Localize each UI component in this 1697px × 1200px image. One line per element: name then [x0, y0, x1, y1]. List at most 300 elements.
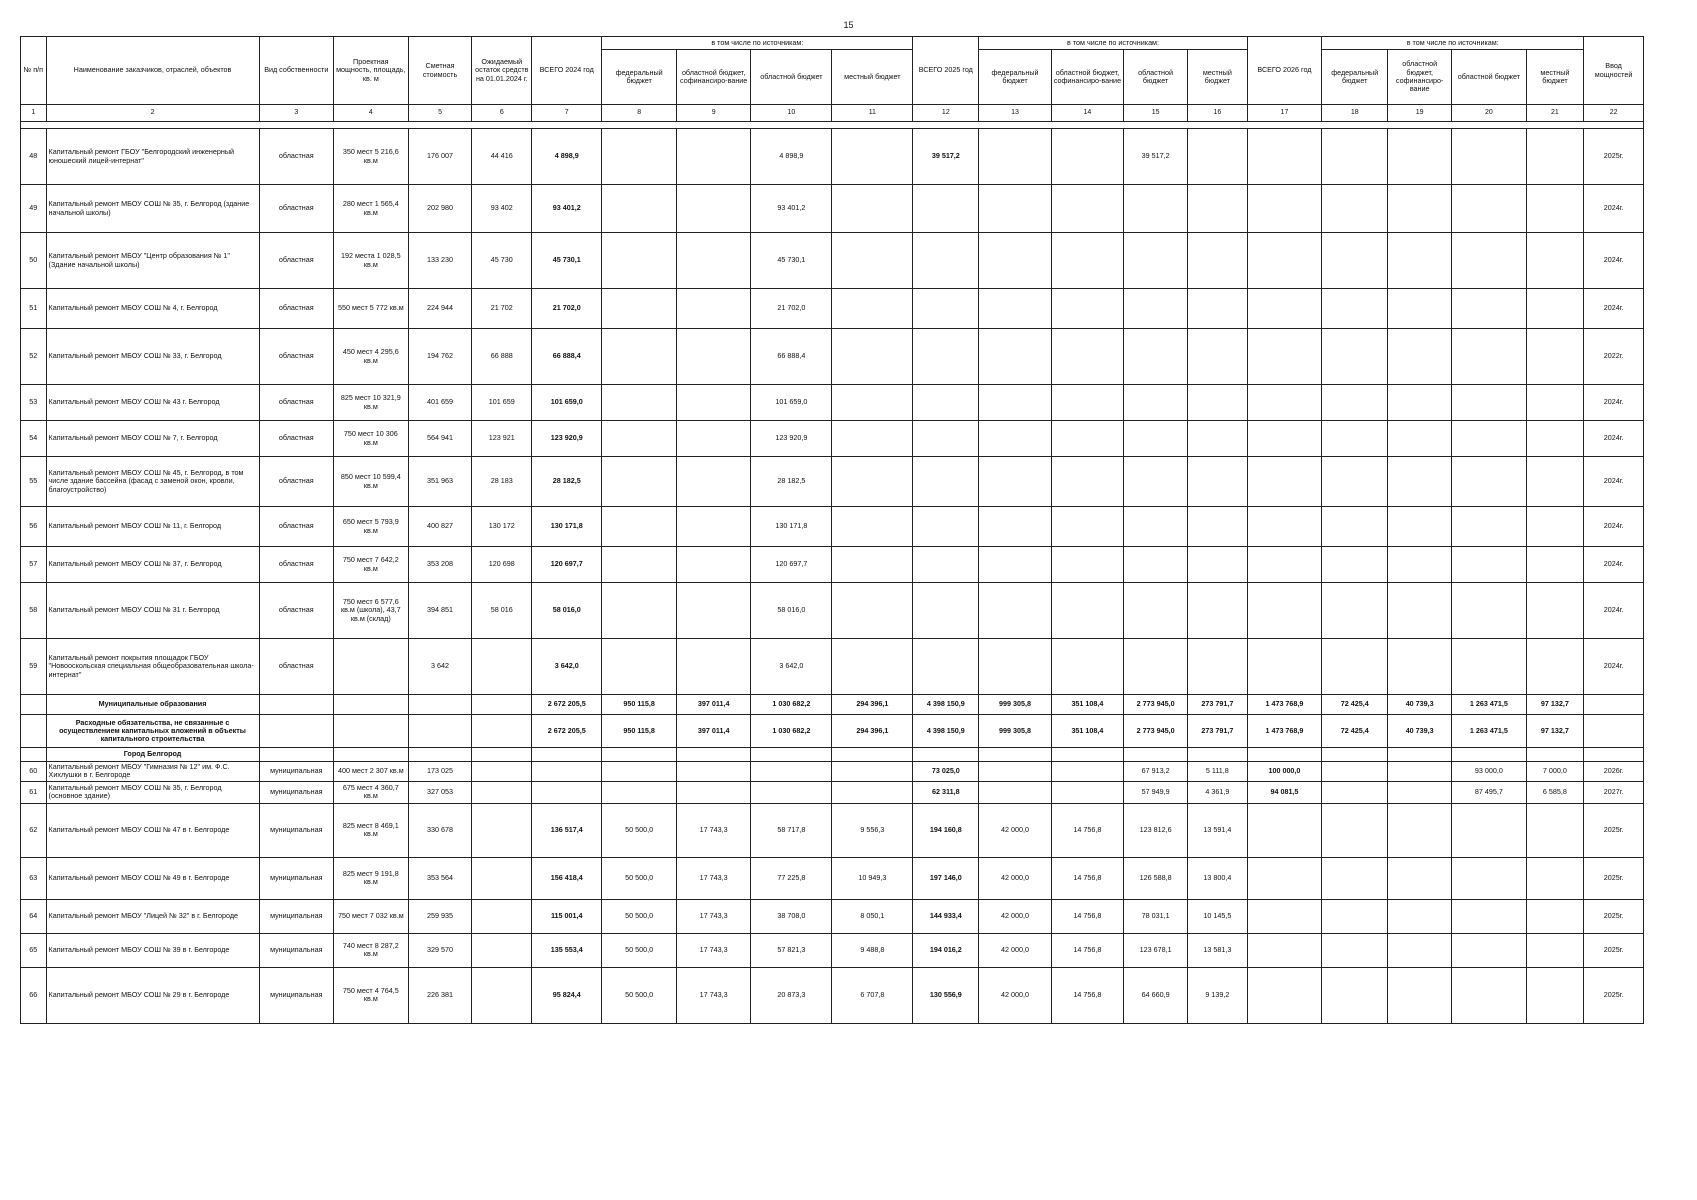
column-number: 1: [21, 105, 47, 122]
object-name: Капитальный ремонт покрытия площадок ГБОУ "Новооскольская специальная общеобразовательная школа-интернат": [46, 639, 259, 695]
capacity: 750 мест 10 306 кв.м: [334, 421, 409, 457]
estimated-cost: 564 941: [408, 421, 472, 457]
total-2026: [1247, 899, 1322, 933]
capacity: 350 мест 5 216,6 кв.м: [334, 129, 409, 185]
capacity: 650 мест 5 793,9 кв.м: [334, 507, 409, 547]
cofinancing-2024: [676, 185, 751, 233]
local-2024: [832, 781, 913, 803]
ownership: областная: [259, 329, 334, 385]
local-2024: [832, 583, 913, 639]
table-row: [21, 857, 1644, 899]
row-number: 54: [21, 421, 47, 457]
commissioning-year: 2024г.: [1584, 507, 1644, 547]
column-number: 19: [1388, 105, 1452, 122]
row-number: 66: [21, 967, 47, 1023]
local-2026: [1526, 185, 1584, 233]
regional-2026: [1452, 933, 1527, 967]
capacity: 750 мест 7 642,2 кв.м: [334, 547, 409, 583]
local-2026: [1526, 421, 1584, 457]
remainder: 120 698: [472, 547, 532, 583]
federal-2025: [979, 781, 1051, 803]
cofinancing-2026: [1388, 803, 1452, 857]
cofinancing-2024: 397 011,4: [676, 715, 751, 748]
regional-2025: [1124, 421, 1188, 457]
regional-2025: 78 031,1: [1124, 899, 1188, 933]
row-number: 50: [21, 233, 47, 289]
local-2025: 273 791,7: [1188, 715, 1248, 748]
cofinancing-2024: [676, 233, 751, 289]
federal-2026: [1322, 385, 1388, 421]
cofinancing-2026: [1388, 899, 1452, 933]
cofinancing-2026: [1388, 583, 1452, 639]
capacity: 740 мест 8 287,2 кв.м: [334, 933, 409, 967]
regional-2024: 3 642,0: [751, 639, 832, 695]
cofinancing-2025: 14 756,8: [1051, 803, 1123, 857]
regional-2026: 93 000,0: [1452, 762, 1527, 782]
federal-2025: [979, 639, 1051, 695]
regional-2026: [1452, 639, 1527, 695]
regional-2024: 1 030 682,2: [751, 715, 832, 748]
total-2024: 95 824,4: [532, 967, 602, 1023]
regional-2025: [1124, 639, 1188, 695]
total-2024: 21 702,0: [532, 289, 602, 329]
regional-2026: [1452, 185, 1527, 233]
ownership: областная: [259, 129, 334, 185]
summary-label: Муниципальные образования: [46, 695, 259, 715]
commissioning-year: 2024г.: [1584, 457, 1644, 507]
cofinancing-2024: [676, 289, 751, 329]
table-row: [21, 457, 1644, 507]
row-number: 51: [21, 289, 47, 329]
capacity: 675 мест 4 360,7 кв.м: [334, 781, 409, 803]
capacity: [334, 639, 409, 695]
header-local-2024: местный бюджет: [832, 50, 913, 105]
federal-2024: [602, 507, 677, 547]
section-row-city: [21, 748, 1644, 762]
table-row: [21, 185, 1644, 233]
total-2024: 120 697,7: [532, 547, 602, 583]
regional-2025: 2 773 945,0: [1124, 715, 1188, 748]
remainder: [472, 967, 532, 1023]
estimated-cost: 133 230: [408, 233, 472, 289]
object-name: Капитальный ремонт МБОУ СОШ № 33, г. Белгород: [46, 329, 259, 385]
total-2026: [1247, 803, 1322, 857]
row-number: 58: [21, 583, 47, 639]
local-2026: [1526, 547, 1584, 583]
total-2025: 194 016,2: [913, 933, 979, 967]
ownership: областная: [259, 639, 334, 695]
header-ownership: Вид собственности: [259, 37, 334, 105]
capacity: 825 мест 8 469,1 кв.м: [334, 803, 409, 857]
column-number: 10: [751, 105, 832, 122]
regional-2024: [751, 762, 832, 782]
estimated-cost: 3 642: [408, 639, 472, 695]
regional-2024: 123 920,9: [751, 421, 832, 457]
column-number: 7: [532, 105, 602, 122]
federal-2025: [979, 547, 1051, 583]
regional-2026: [1452, 233, 1527, 289]
federal-2026: [1322, 857, 1388, 899]
header-capacity: Проектная мощность, площадь, кв. м: [334, 37, 409, 105]
ownership: областная: [259, 507, 334, 547]
remainder: [472, 803, 532, 857]
total-2026: [1247, 967, 1322, 1023]
regional-2024: 28 182,5: [751, 457, 832, 507]
object-name: Капитальный ремонт МБОУ СОШ № 4, г. Белгород: [46, 289, 259, 329]
cofinancing-2025: [1051, 583, 1123, 639]
local-2026: [1526, 639, 1584, 695]
column-number: 11: [832, 105, 913, 122]
object-name: Капитальный ремонт МБОУ СОШ № 49 в г. Белгороде: [46, 857, 259, 899]
column-number: 22: [1584, 105, 1644, 122]
ownership: областная: [259, 289, 334, 329]
total-2025: [913, 289, 979, 329]
commissioning-year: 2024г.: [1584, 289, 1644, 329]
total-2026: [1247, 583, 1322, 639]
federal-2026: [1322, 185, 1388, 233]
estimated-cost: 400 827: [408, 507, 472, 547]
local-2024: 294 396,1: [832, 695, 913, 715]
commissioning-year: 2024г.: [1584, 185, 1644, 233]
capacity: 450 мест 4 295,6 кв.м: [334, 329, 409, 385]
total-2025: [913, 547, 979, 583]
total-2026: [1247, 129, 1322, 185]
total-2024: 123 920,9: [532, 421, 602, 457]
federal-2026: [1322, 933, 1388, 967]
remainder: 21 702: [472, 289, 532, 329]
total-2025: [913, 639, 979, 695]
table-row: [21, 583, 1644, 639]
cofinancing-2026: [1388, 762, 1452, 782]
local-2025: [1188, 329, 1248, 385]
cofinancing-2025: [1051, 233, 1123, 289]
table-row: [21, 762, 1644, 782]
total-2026: [1247, 233, 1322, 289]
spacer-row: [21, 122, 1644, 129]
remainder: 123 921: [472, 421, 532, 457]
cofinancing-2026: [1388, 967, 1452, 1023]
header-commissioning: Ввод мощностей: [1584, 37, 1644, 105]
total-2026: [1247, 507, 1322, 547]
total-2026: [1247, 289, 1322, 329]
federal-2025: 999 305,8: [979, 695, 1051, 715]
ownership: областная: [259, 547, 334, 583]
local-2025: [1188, 421, 1248, 457]
total-2025: 4 398 150,9: [913, 715, 979, 748]
cofinancing-2026: [1388, 507, 1452, 547]
remainder: 130 172: [472, 507, 532, 547]
local-2024: 9 488,8: [832, 933, 913, 967]
local-2025: [1188, 583, 1248, 639]
local-2025: [1188, 233, 1248, 289]
remainder: 44 416: [472, 129, 532, 185]
total-2026: 1 473 768,9: [1247, 695, 1322, 715]
cofinancing-2026: [1388, 185, 1452, 233]
estimated-cost: 394 851: [408, 583, 472, 639]
commissioning-year: 2024г.: [1584, 385, 1644, 421]
local-2026: [1526, 899, 1584, 933]
regional-2026: [1452, 583, 1527, 639]
object-name: Капитальный ремонт МБОУ СОШ № 29 в г. Белгороде: [46, 967, 259, 1023]
total-2024: 66 888,4: [532, 329, 602, 385]
commissioning-year: 2024г.: [1584, 421, 1644, 457]
header-number: № п/п: [21, 37, 47, 105]
regional-2026: [1452, 129, 1527, 185]
total-2026: [1247, 639, 1322, 695]
cofinancing-2026: [1388, 457, 1452, 507]
regional-2024: 77 225,8: [751, 857, 832, 899]
cofinancing-2024: [676, 762, 751, 782]
federal-2024: 950 115,8: [602, 715, 677, 748]
capacity: 825 мест 10 321,9 кв.м: [334, 385, 409, 421]
commissioning-year: 2026г.: [1584, 762, 1644, 782]
local-2025: 13 800,4: [1188, 857, 1248, 899]
header-local-2026: местный бюджет: [1526, 50, 1584, 105]
local-2026: [1526, 857, 1584, 899]
capacity: 192 места 1 028,5 кв.м: [334, 233, 409, 289]
regional-2024: 58 016,0: [751, 583, 832, 639]
cofinancing-2026: [1388, 329, 1452, 385]
column-number: 18: [1322, 105, 1388, 122]
local-2025: [1188, 289, 1248, 329]
local-2025: 273 791,7: [1188, 695, 1248, 715]
commissioning-year: 2022г.: [1584, 329, 1644, 385]
total-2026: [1247, 457, 1322, 507]
federal-2026: [1322, 762, 1388, 782]
total-2024: 4 898,9: [532, 129, 602, 185]
federal-2024: [602, 129, 677, 185]
local-2024: 6 707,8: [832, 967, 913, 1023]
regional-2026: [1452, 289, 1527, 329]
federal-2024: 50 500,0: [602, 899, 677, 933]
local-2026: [1526, 129, 1584, 185]
column-number-row: [21, 105, 1644, 122]
regional-2026: [1452, 899, 1527, 933]
total-2026: [1247, 547, 1322, 583]
column-number: 3: [259, 105, 334, 122]
regional-2024: 66 888,4: [751, 329, 832, 385]
object-name: Капитальный ремонт МБОУ СОШ № 45, г. Белгород, в том числе здание бассейна (фасад с заменой окон, кровли, благоустройство): [46, 457, 259, 507]
total-2024: 136 517,4: [532, 803, 602, 857]
federal-2025: 42 000,0: [979, 899, 1051, 933]
federal-2026: [1322, 233, 1388, 289]
cofinancing-2025: [1051, 129, 1123, 185]
cofinancing-2025: 14 756,8: [1051, 899, 1123, 933]
commissioning-year: 2027г.: [1584, 781, 1644, 803]
regional-2024: 101 659,0: [751, 385, 832, 421]
regional-2025: 64 660,9: [1124, 967, 1188, 1023]
total-2025: 62 311,8: [913, 781, 979, 803]
object-name: Капитальный ремонт МБОУ "Гимназия № 12" им. Ф.С. Хихлушки в г. Белгороде: [46, 762, 259, 782]
estimated-cost: 202 980: [408, 185, 472, 233]
regional-2024: 130 171,8: [751, 507, 832, 547]
row-number: 63: [21, 857, 47, 899]
federal-2026: [1322, 457, 1388, 507]
local-2026: [1526, 457, 1584, 507]
regional-2024: 20 873,3: [751, 967, 832, 1023]
capacity: 550 мест 5 772 кв.м: [334, 289, 409, 329]
local-2024: 9 556,3: [832, 803, 913, 857]
local-2024: [832, 547, 913, 583]
federal-2026: [1322, 329, 1388, 385]
federal-2024: [602, 329, 677, 385]
local-2026: 97 132,7: [1526, 695, 1584, 715]
local-2024: [832, 329, 913, 385]
table-row: [21, 781, 1644, 803]
column-number: 20: [1452, 105, 1527, 122]
cofinancing-2024: 17 743,3: [676, 803, 751, 857]
regional-2026: [1452, 507, 1527, 547]
federal-2025: [979, 762, 1051, 782]
regional-2024: 45 730,1: [751, 233, 832, 289]
ownership: областная: [259, 185, 334, 233]
federal-2024: [602, 639, 677, 695]
estimated-cost: 194 762: [408, 329, 472, 385]
total-2025: 73 025,0: [913, 762, 979, 782]
object-name: Капитальный ремонт МБОУ СОШ № 39 в г. Белгороде: [46, 933, 259, 967]
remainder: 28 183: [472, 457, 532, 507]
header-estimate: Сметная стоимость: [408, 37, 472, 105]
total-2024: 101 659,0: [532, 385, 602, 421]
table-row: [21, 639, 1644, 695]
capacity: 280 мест 1 565,4 кв.м: [334, 185, 409, 233]
commissioning-year: 2024г.: [1584, 233, 1644, 289]
regional-2025: [1124, 329, 1188, 385]
federal-2025: [979, 289, 1051, 329]
cofinancing-2025: [1051, 639, 1123, 695]
local-2024: [832, 289, 913, 329]
local-2026: [1526, 933, 1584, 967]
object-name: Капитальный ремонт МБОУ "Центр образования № 1" (Здание начальной школы): [46, 233, 259, 289]
ownership: муниципальная: [259, 933, 334, 967]
cofinancing-2024: [676, 385, 751, 421]
summary-row-expenses: [21, 715, 1644, 748]
estimated-cost: 351 963: [408, 457, 472, 507]
cofinancing-2024: [676, 507, 751, 547]
ownership: областная: [259, 583, 334, 639]
table-row: [21, 967, 1644, 1023]
federal-2024: [602, 289, 677, 329]
estimated-cost: 330 678: [408, 803, 472, 857]
capacity: 750 мест 4 764,5 кв.м: [334, 967, 409, 1023]
row-number: 56: [21, 507, 47, 547]
column-number: 21: [1526, 105, 1584, 122]
local-2026: 97 132,7: [1526, 715, 1584, 748]
federal-2026: [1322, 421, 1388, 457]
local-2024: 8 050,1: [832, 899, 913, 933]
total-2026: [1247, 385, 1322, 421]
local-2024: [832, 421, 913, 457]
local-2025: [1188, 639, 1248, 695]
remainder: [472, 857, 532, 899]
object-name: Капитальный ремонт МБОУ СОШ № 37, г. Белгород: [46, 547, 259, 583]
header-cofinancing-2024: областной бюджет, софинансиро-вание: [676, 50, 751, 105]
regional-2026: [1452, 547, 1527, 583]
total-2025: [913, 385, 979, 421]
cofinancing-2024: [676, 129, 751, 185]
local-2026: [1526, 329, 1584, 385]
local-2025: [1188, 547, 1248, 583]
capacity: 400 мест 2 307 кв.м: [334, 762, 409, 782]
header-federal-2024: федеральный бюджет: [602, 50, 677, 105]
table-row: [21, 329, 1644, 385]
commissioning-year: 2025г.: [1584, 899, 1644, 933]
federal-2026: [1322, 129, 1388, 185]
regional-2025: 126 588,8: [1124, 857, 1188, 899]
regional-2025: [1124, 457, 1188, 507]
federal-2026: [1322, 507, 1388, 547]
total-2026: 94 081,5: [1247, 781, 1322, 803]
commissioning-year: 2025г.: [1584, 129, 1644, 185]
header-total-2026: ВСЕГО 2026 год: [1247, 37, 1322, 105]
cofinancing-2025: [1051, 781, 1123, 803]
federal-2024: [602, 781, 677, 803]
total-2026: [1247, 421, 1322, 457]
header-regional-2025: областной бюджет: [1124, 50, 1188, 105]
total-2024: 2 672 205,5: [532, 715, 602, 748]
federal-2025: [979, 185, 1051, 233]
regional-2025: 2 773 945,0: [1124, 695, 1188, 715]
remainder: 45 730: [472, 233, 532, 289]
total-2025: [913, 233, 979, 289]
regional-2024: [751, 781, 832, 803]
remainder: 93 402: [472, 185, 532, 233]
cofinancing-2024: 17 743,3: [676, 899, 751, 933]
regional-2025: 123 678,1: [1124, 933, 1188, 967]
regional-2025: [1124, 547, 1188, 583]
ownership: областная: [259, 457, 334, 507]
local-2026: 7 000,0: [1526, 762, 1584, 782]
remainder: [472, 762, 532, 782]
total-2024: 2 672 205,5: [532, 695, 602, 715]
commissioning-year: 2024г.: [1584, 547, 1644, 583]
total-2024: [532, 781, 602, 803]
row-number: 65: [21, 933, 47, 967]
federal-2026: [1322, 639, 1388, 695]
federal-2026: [1322, 547, 1388, 583]
total-2026: [1247, 185, 1322, 233]
column-number: 14: [1051, 105, 1123, 122]
federal-2024: 50 500,0: [602, 803, 677, 857]
federal-2025: [979, 421, 1051, 457]
cofinancing-2024: [676, 583, 751, 639]
cofinancing-2026: [1388, 857, 1452, 899]
cofinancing-2024: [676, 329, 751, 385]
cofinancing-2026: [1388, 639, 1452, 695]
capacity: 750 мест 7 032 кв.м: [334, 899, 409, 933]
local-2024: [832, 233, 913, 289]
regional-2026: [1452, 803, 1527, 857]
table-body: [21, 122, 1644, 1024]
row-number: 55: [21, 457, 47, 507]
regional-2026: [1452, 457, 1527, 507]
cofinancing-2024: [676, 639, 751, 695]
ownership: муниципальная: [259, 857, 334, 899]
local-2025: 4 361,9: [1188, 781, 1248, 803]
federal-2024: [602, 762, 677, 782]
column-number: 16: [1188, 105, 1248, 122]
cofinancing-2024: [676, 547, 751, 583]
local-2024: 294 396,1: [832, 715, 913, 748]
cofinancing-2026: [1388, 421, 1452, 457]
column-number: 9: [676, 105, 751, 122]
federal-2025: 42 000,0: [979, 857, 1051, 899]
section-label: Город Белгород: [46, 748, 259, 762]
row-number: 59: [21, 639, 47, 695]
row-number: 53: [21, 385, 47, 421]
table-row: [21, 421, 1644, 457]
total-2024: 28 182,5: [532, 457, 602, 507]
